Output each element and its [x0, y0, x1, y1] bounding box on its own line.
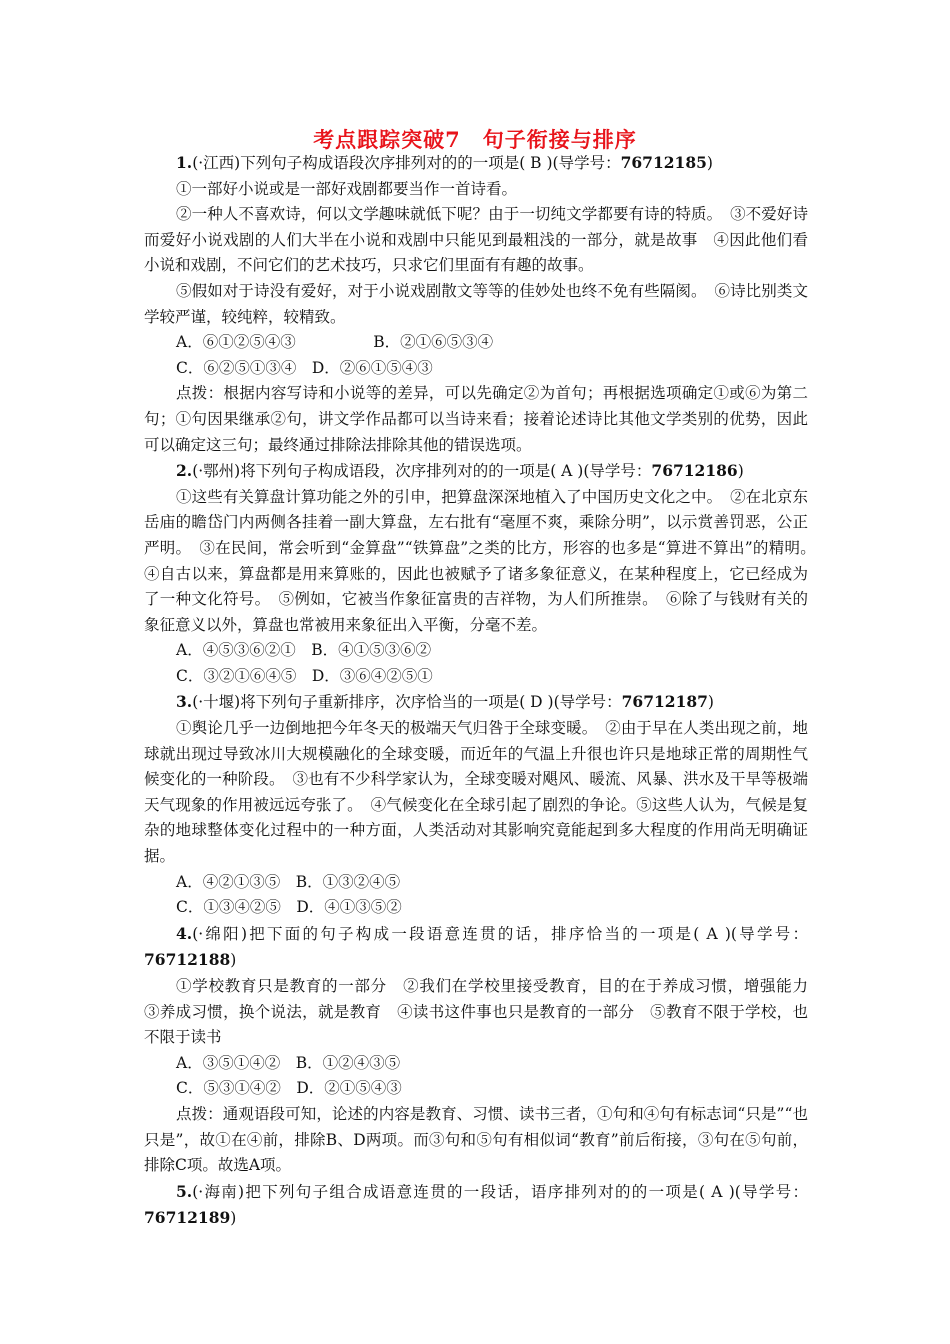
question-4-body: ①学校教育只是教育的一部分 ②我们在学校里接受教育，目的在于养成习惯，增强能力 ③养成习惯，换个说法，就是教育 ④读书这件事也只是教育的一部分 ⑤教育不限于学校，也不限于读书 — [144, 977, 824, 1047]
question-text: (·鄂州)将下列句子构成语段，次序排列对的的一项是( A )(导学号： — [192, 462, 652, 481]
question-1-options-cd: C．⑥②⑤①③④ D．②⑥①⑤④③ — [176, 358, 433, 377]
question-3-stem — [144, 689, 808, 716]
question-3-options-cd: C．①③④②⑤ D．④①③⑤② — [176, 898, 402, 917]
question-text: (·江西)下列句子构成语段次序排列对的的一项是( B )(导学号： — [192, 154, 621, 172]
question-3-options-ab: A．④②①③⑤ B．①③②④⑤ — [176, 872, 401, 891]
page-title: 考点跟踪突破7 句子衔接与排序 — [313, 127, 637, 152]
question-number: 3. — [176, 692, 193, 712]
question-text: (·十堰)将下列句子重新排序，次序恰当的一项是( D )(导学号： — [192, 693, 622, 712]
question-number: 5. — [176, 1181, 193, 1201]
question-text: (·绵阳)把下面的句子构成一段语意连贯的话，排序恰当的一项是( A )(导学号： — [192, 924, 808, 943]
question-2-body: ①这些有关算盘计算功能之外的引申，把算盘深深地植入了中国历史文化之中。 ②在北京东岳庙的瞻岱门内两侧各挂着一副大算盘，左右批有“毫厘不爽，乘除分明”，以示赏善罚恶，公正严明。 ③在民间，常会听到“金算盘”“铁算盘”之类的比方，形容的也多是“算进不算出”的精明。 ④自古以来，算盘都是用来算账的，因此也被赋予了诸多象征意义，在某种程度上，它已经成为了一种文化符号。 ⑤例如，它被当作象征富贵的吉祥物，为人们所推崇。 ⑥除了与钱财有关的象征意义以外，算盘也常被用来象征出入平衡，分毫不差。 — [144, 487, 824, 634]
question-number: 1. — [176, 153, 193, 172]
guide-code: 76712189 — [144, 1208, 231, 1228]
question-tail: ) — [230, 951, 237, 970]
question-number: 4. — [176, 923, 193, 943]
question-1-options-ab: A．⑥①②⑤④③ B．②①⑥⑤③④ — [176, 333, 494, 352]
question-4-stem — [144, 921, 808, 974]
question-4-options-ab: A．③⑤①④② B．①②④③⑤ — [176, 1053, 401, 1072]
guide-code: 76712187 — [621, 692, 708, 712]
guide-code: 76712186 — [651, 461, 738, 481]
question-2-options-cd: C．③②①⑥④⑤ D．③⑥④②⑤① — [176, 666, 433, 685]
question-number: 2. — [176, 461, 193, 481]
question-tail: ) — [230, 1209, 237, 1228]
question-2-options-ab: A．④⑤③⑥②① B．④①⑤③⑥② — [176, 641, 432, 660]
question-1-hint: 点拨：根据内容写诗和小说等的差异，可以先确定②为首句；再根据选项确定①或⑥为第二句；①句因果继承②句，讲文学作品都可以当诗来看；接着论述诗比其他文学类别的优势，因此可以确定这三句；最终通过排除法排除其他的错误选项。 — [144, 384, 808, 454]
question-1-sentence-2: ②一种人不喜欢诗，何以文学趣味就低下呢？由于一切纯文学都要有诗的特质。 ③不爱好诗而爱好小说戏剧的人们大半在小说和戏剧中只能见到最粗浅的一部分，就是故事 ④因此他们看小说和戏剧，不问它们的艺术技巧，只求它们里面有有趣的故事。 — [144, 205, 808, 275]
question-5-stem — [144, 1179, 808, 1232]
question-3-body: ①舆论几乎一边倒地把今年冬天的极端天气归咎于全球变暖。 ②由于早在人类出现之前，地球就出现过导致冰川大规模融化的全球变暖，而近年的气温上升很也许只是地球正常的周期性气候变化的一种阶段。 ③也有不少科学家认为，全球变暖对飓风、暖流、风暴、洪水及干旱等极端天气现象的作用被远远夸张了。 ④气候变化在全球引起了剧烈的争论。⑤这些人认为，气候是复杂的地球整体变化过程中的一种方面，人类活动对其影响究竟能起到多大程度的作用尚无明确证据。 — [144, 719, 808, 866]
question-1-stem — [144, 150, 808, 177]
document-body — [144, 150, 824, 1232]
guide-code: 76712188 — [144, 950, 231, 970]
question-1-sentence-3: ⑤假如对于诗没有爱好，对于小说戏剧散文等等的佳妙处也终不免有些隔阂。 ⑥诗比别类文学较严谨，较纯粹，较精致。 — [144, 281, 808, 326]
question-tail: ) — [706, 154, 713, 172]
guide-code: 76712185 — [620, 153, 707, 172]
question-1-sentence-1: ①一部好小说或是一部好戏剧都要当作一首诗看。 — [176, 179, 518, 198]
question-2-stem — [144, 458, 808, 485]
question-4-hint: 点拨：通观语段可知，论述的内容是教育、习惯、读书三者，①句和④句有标志词“只是”“也只是”，故①在④前，排除B、D两项。而③句和⑤句有相似词“教育”前后衔接，③句在⑤句前，排除C项。故选A项。 — [144, 1104, 808, 1175]
question-4-options-cd: C．⑤③①④② D．②①⑤④③ — [176, 1079, 402, 1098]
question-text: (·海南)把下列句子组合成语意连贯的一段话，语序排列对的的一项是( A )(导学号： — [192, 1182, 808, 1201]
question-tail: ) — [737, 462, 744, 481]
question-tail: ) — [707, 693, 714, 712]
